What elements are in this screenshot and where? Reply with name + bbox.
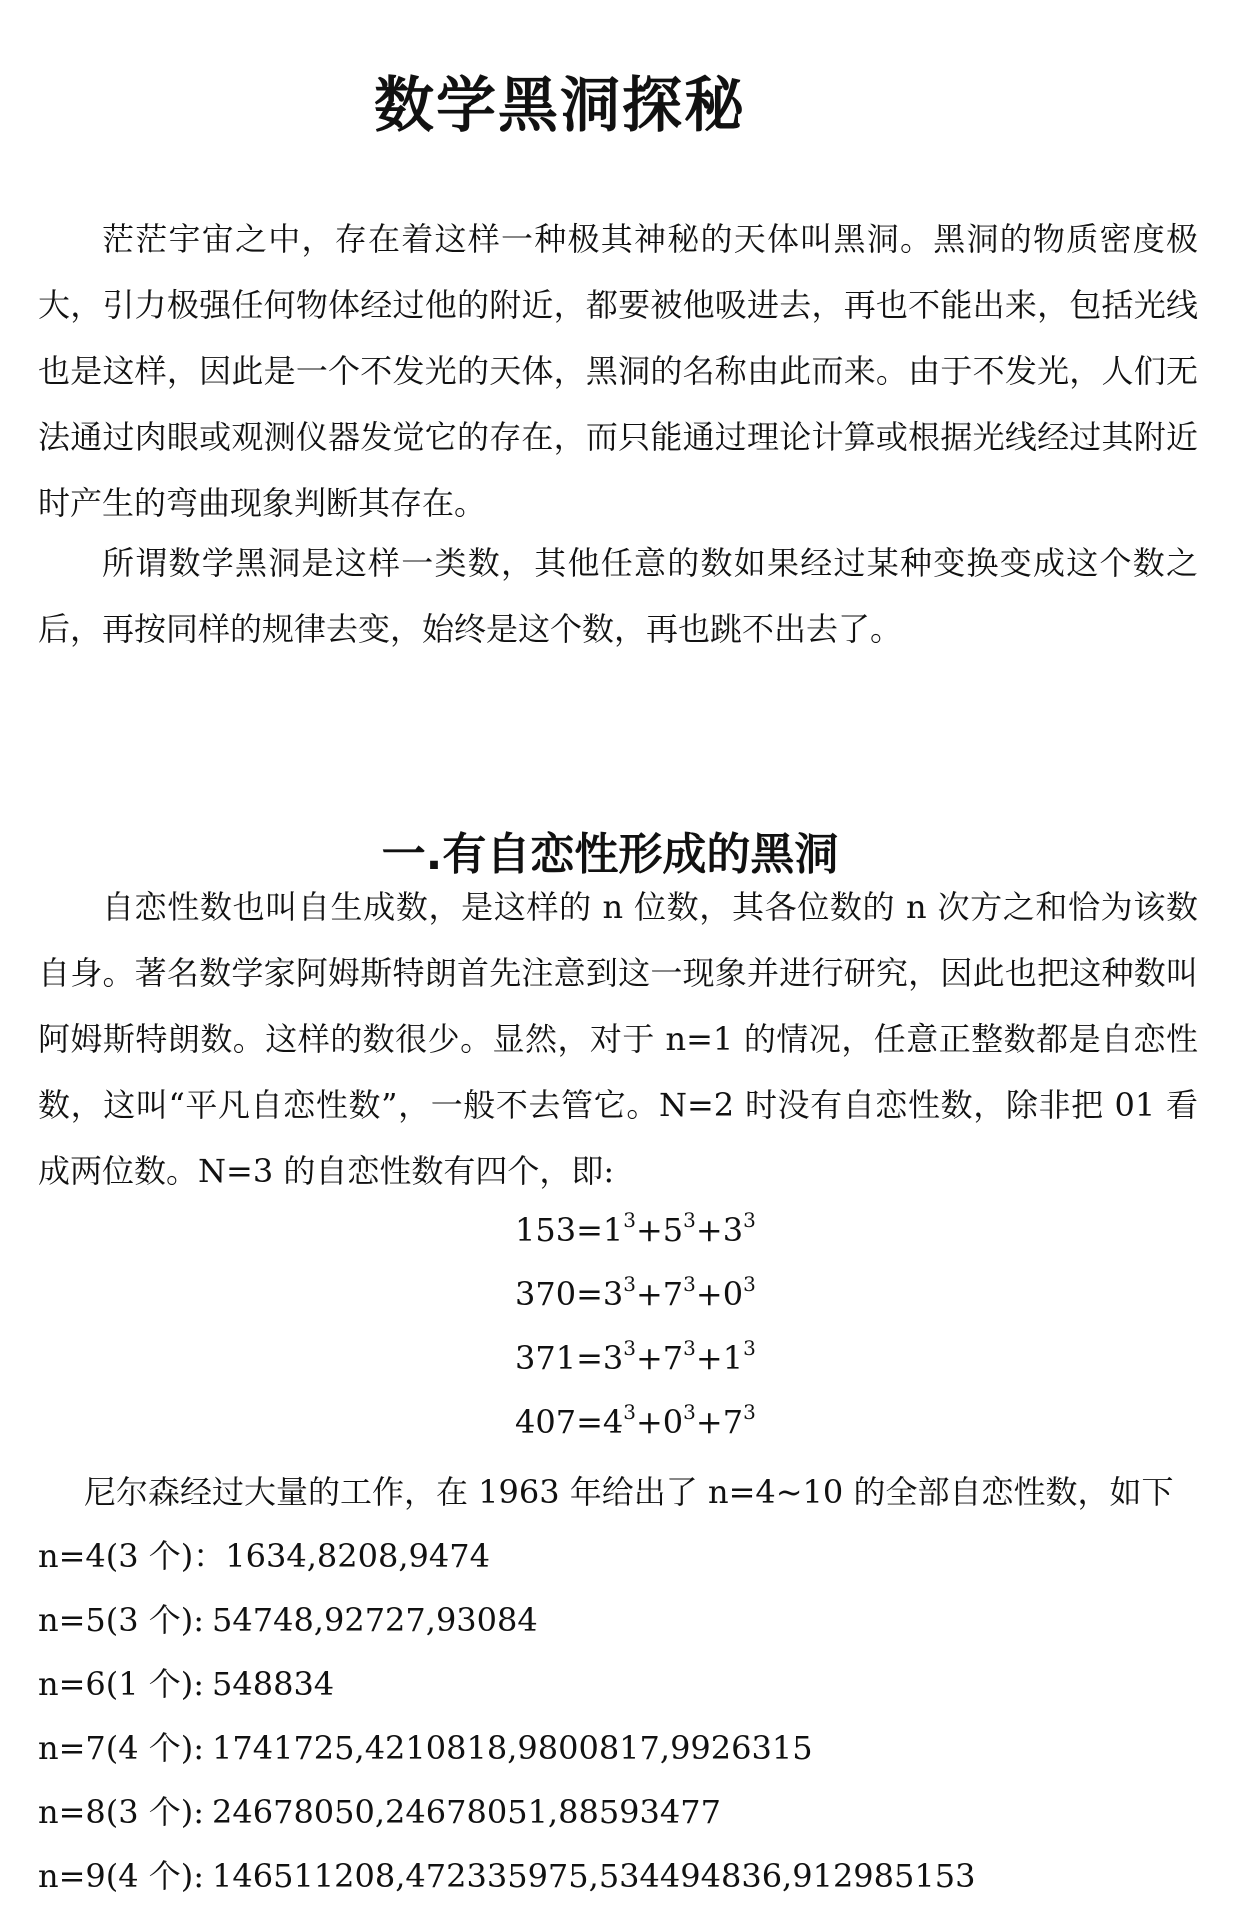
- list-item: [38, 1716, 975, 1780]
- section-heading: 一.有自恋性形成的黑洞: [381, 828, 839, 880]
- list-item: [38, 1524, 975, 1588]
- formula-line: $371=3^3+7^3+1^3$: [515, 1336, 756, 1377]
- formula-line: $370=3^3+7^3+0^3$: [515, 1272, 756, 1313]
- list-item: [38, 1780, 975, 1844]
- list-item-values: 54748,92727,93084: [212, 1601, 538, 1639]
- list-item-values: 1741725,4210818,9800817,9926315: [212, 1729, 813, 1767]
- list-item-label: n=6(1 个):: [38, 1665, 205, 1703]
- list-item-values: 1634,8208,9474: [225, 1537, 490, 1575]
- intro-paragraph-2: 所谓数学黑洞是这样一类数，其他任意的数如果经过某种变换变成这个数之后，再按同样的规律去变，始终是这个数，再也跳不出去了。: [38, 544, 1198, 648]
- list-item-values: 548834: [212, 1665, 335, 1703]
- formula-line: $153=1^3+5^3+3^3$: [515, 1208, 756, 1249]
- list-item-values: 146511208,472335975,534494836,912985153: [212, 1857, 976, 1895]
- list-item-label: n=4(3 个)：: [38, 1537, 226, 1575]
- section-paragraph: 自恋性数也叫自生成数，是这样的 n 位数，其各位数的 n 次方之和恰为该数自身。著名数学家阿姆斯特朗首先注意到这一现象并进行研究，因此也把这种数叫阿姆斯特朗数。这样的数很少。显然，对于 n=1 的情况，任意正整数都是自恋性数，这叫“平凡自恋性数”，一般不去管它。N=2 时没有自恋性数，除非把 01 看成两位数。N=3 的自恋性数有四个，即:: [38, 888, 1198, 1190]
- intro-paragraph-1: 茫茫宇宙之中，存在着这样一种极其神秘的天体叫黑洞。黑洞的物质密度极大，引力极强任何物体经过他的附近，都要被他吸进去，再也不能出来，包括光线也是这样，因此是一个不发光的天体，黑洞的名称由此而来。由于不发光，人们无法通过肉眼或观测仪器发觉它的存在，而只能通过理论计算或根据光线经过其附近时产生的弯曲现象判断其存在。: [38, 220, 1198, 522]
- list-item-label: n=7(4 个):: [38, 1729, 205, 1767]
- list-item-values: 24678050,24678051,88593477: [212, 1793, 721, 1831]
- list-item: [38, 1588, 975, 1652]
- narcissistic-number-list: [38, 1524, 975, 1908]
- list-item-label: n=5(3 个):: [38, 1601, 205, 1639]
- list-item: [38, 1652, 975, 1716]
- list-item-label: n=8(3 个):: [38, 1793, 205, 1831]
- list-item: [38, 1844, 975, 1908]
- formula-list: [515, 1198, 915, 1454]
- list-item-label: n=9(4 个):: [38, 1857, 205, 1895]
- document-title: 数学黑洞探秘: [374, 71, 746, 142]
- formula-line: $407=4^3+0^3+7^3$: [515, 1400, 756, 1441]
- list-intro: 尼尔森经过大量的工作，在 1963 年给出了 n=4~10 的全部自恋性数，如下: [84, 1473, 1174, 1511]
